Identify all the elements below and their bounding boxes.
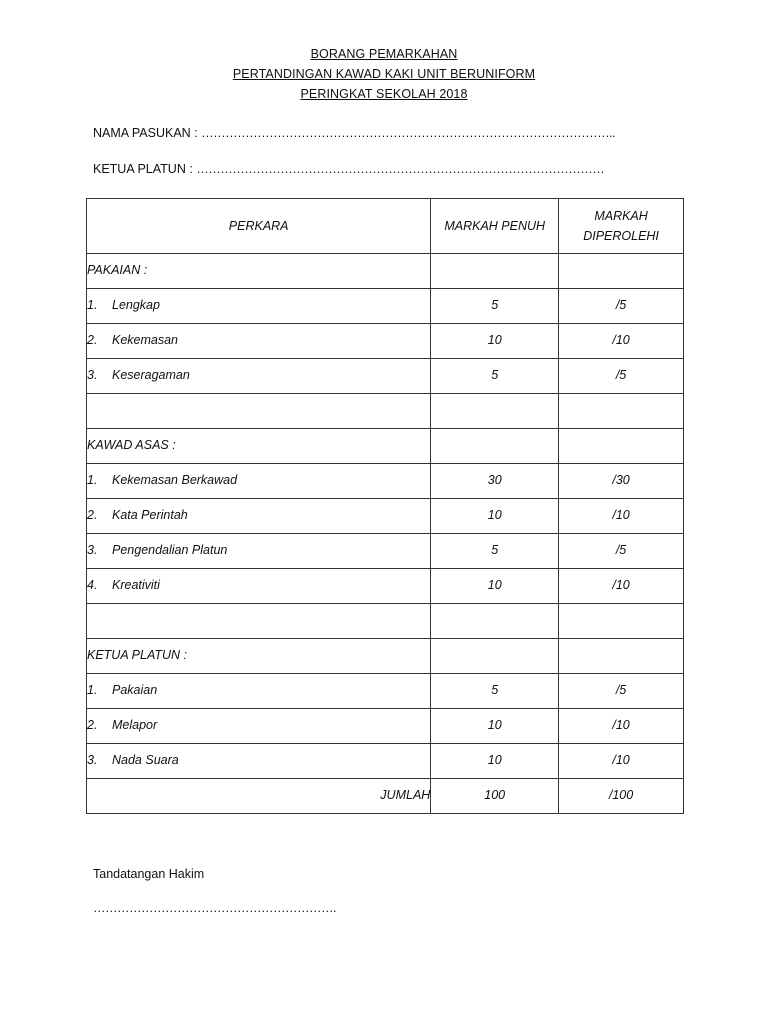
item-name: Pakaian [112, 683, 158, 697]
item-number: 2. [87, 508, 98, 522]
title-peringkat: PERINGKAT SEKOLAH 2018 [300, 87, 468, 101]
empty-cell [559, 429, 684, 464]
nama-pasukan-dots: ………………………………………………………………………………………….. [201, 126, 616, 140]
table-row [87, 709, 684, 744]
empty-cell [431, 639, 559, 674]
table-header-row [87, 199, 684, 254]
empty-cell [559, 394, 684, 429]
obtained-mark[interactable]: /10 [559, 709, 684, 744]
item-number: 1. [87, 298, 98, 312]
obtained-mark[interactable]: /10 [559, 499, 684, 534]
item-cell [87, 464, 431, 499]
item-cell [87, 534, 431, 569]
empty-cell [559, 639, 684, 674]
empty-cell [559, 254, 684, 289]
table-row [87, 674, 684, 709]
item-number: 3. [87, 368, 98, 382]
total-obtained-mark[interactable]: /100 [559, 779, 684, 814]
empty-cell [559, 604, 684, 639]
title-pertandingan: PERTANDINGAN KAWAD KAKI UNIT BERUNIFORM [232, 67, 536, 81]
table-row [87, 744, 684, 779]
obtained-mark[interactable]: /5 [559, 674, 684, 709]
item-number: 2. [87, 718, 98, 732]
table-row [87, 534, 684, 569]
empty-cell [431, 394, 559, 429]
item-name: Nada Suara [112, 753, 179, 767]
section-row-pakaian [87, 254, 684, 289]
item-cell [87, 744, 431, 779]
header-diperolehi-line1: MARKAH [594, 209, 648, 223]
full-mark: 30 [431, 464, 559, 499]
item-name: Pengendalian Platun [112, 543, 228, 557]
table-row [87, 464, 684, 499]
table-row [87, 359, 684, 394]
item-number: 1. [87, 683, 98, 697]
empty-cell [87, 604, 431, 639]
full-mark: 10 [431, 499, 559, 534]
item-number: 3. [87, 753, 98, 767]
section-row-kawad-asas [87, 429, 684, 464]
document-header [0, 44, 768, 104]
total-label: JUMLAH [87, 779, 431, 814]
table-row [87, 289, 684, 324]
ketua-platun-dots: ………………………………………………………………………………………… [196, 162, 605, 176]
item-name: Kekemasan [112, 333, 179, 347]
header-markah-diperolehi [559, 199, 684, 254]
obtained-mark[interactable]: /5 [559, 534, 684, 569]
spacer-row [87, 604, 684, 639]
table-row [87, 569, 684, 604]
item-cell [87, 289, 431, 324]
nama-pasukan-field[interactable] [93, 126, 615, 140]
section-title: KAWAD ASAS : [87, 429, 431, 464]
full-mark: 10 [431, 569, 559, 604]
section-title: PAKAIAN : [87, 254, 431, 289]
item-number: 3. [87, 543, 98, 557]
table-row [87, 499, 684, 534]
ketua-platun-label: KETUA PLATUN : [93, 162, 197, 176]
item-cell [87, 674, 431, 709]
item-name: Keseragaman [112, 368, 190, 382]
empty-cell [87, 394, 431, 429]
full-mark: 10 [431, 744, 559, 779]
item-name: Kata Perintah [112, 508, 188, 522]
signature-label: Tandatangan Hakim [93, 867, 205, 881]
item-number: 1. [87, 473, 98, 487]
item-number: 4. [87, 578, 98, 592]
nama-pasukan-label: NAMA PASUKAN : [93, 126, 202, 140]
obtained-mark[interactable]: /5 [559, 359, 684, 394]
spacer-row [87, 394, 684, 429]
item-name: Melapor [112, 718, 158, 732]
signature-line[interactable]: ……………………………………………………. [93, 901, 336, 915]
full-mark: 5 [431, 289, 559, 324]
obtained-mark[interactable]: /30 [559, 464, 684, 499]
section-title: KETUA PLATUN : [87, 639, 431, 674]
header-perkara: PERKARA [87, 199, 431, 254]
full-mark: 10 [431, 324, 559, 359]
item-name: Kreativiti [112, 578, 160, 592]
item-name: Kekemasan Berkawad [112, 473, 238, 487]
full-mark: 10 [431, 709, 559, 744]
item-cell [87, 359, 431, 394]
item-name: Lengkap [112, 298, 160, 312]
empty-cell [431, 604, 559, 639]
total-row [87, 779, 684, 814]
score-table [86, 198, 684, 814]
header-markah-penuh: MARKAH PENUH [431, 199, 559, 254]
empty-cell [431, 254, 559, 289]
full-mark: 5 [431, 359, 559, 394]
empty-cell [431, 429, 559, 464]
obtained-mark[interactable]: /10 [559, 569, 684, 604]
obtained-mark[interactable]: /10 [559, 744, 684, 779]
table-row [87, 324, 684, 359]
total-full-mark: 100 [431, 779, 559, 814]
title-borang: BORANG PEMARKAHAN [310, 47, 458, 61]
ketua-platun-field[interactable] [93, 162, 604, 176]
item-number: 2. [87, 333, 98, 347]
item-cell [87, 569, 431, 604]
full-mark: 5 [431, 534, 559, 569]
section-row-ketua-platun [87, 639, 684, 674]
header-diperolehi-line2: DIPEROLEHI [583, 229, 659, 243]
obtained-mark[interactable]: /10 [559, 324, 684, 359]
item-cell [87, 324, 431, 359]
item-cell [87, 709, 431, 744]
full-mark: 5 [431, 674, 559, 709]
item-cell [87, 499, 431, 534]
obtained-mark[interactable]: /5 [559, 289, 684, 324]
